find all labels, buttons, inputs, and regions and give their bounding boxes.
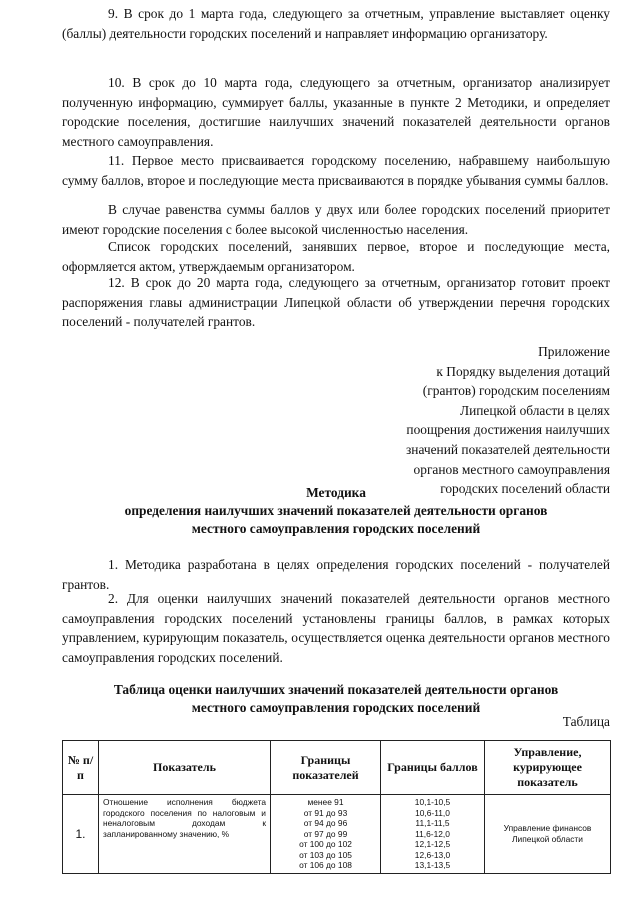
appendix-line: органов местного самоуправления <box>413 461 610 477</box>
row-dept: Управление финансов Липецкой области <box>485 795 611 874</box>
score-value: 12,1-12,5 <box>414 839 451 849</box>
score-value: 10,6-11,0 <box>415 807 450 818</box>
table-header-row <box>63 741 611 795</box>
methodology-subtitle-2: местного самоуправления городских поселений <box>191 521 481 536</box>
table-title-1: Таблица оценки наилучших значений показателей деятельности органов <box>113 682 559 697</box>
methodology-paragraph-2: 2. Для оценки наилучших значений показателей деятельности органов местного самоуправления городских поселений установлены границы баллов, в рамках которых управлением, курирующим показатель, осуществляется оценка деятельности органов местного самоуправления городских поселений. <box>62 591 610 665</box>
bound-value: от 91 до 93 <box>303 807 348 818</box>
table-row <box>63 795 611 874</box>
score-value: 12,6-13,0 <box>414 849 451 860</box>
row-bounds <box>271 795 381 874</box>
score-value: 11,1-11,5 <box>415 818 450 828</box>
paragraph-11: 11. Первое место присваивается городскому поселению, набравшему наибольшую сумму баллов, второе и последующие места присваиваются в порядке убывания суммы баллов. <box>62 153 610 188</box>
methodology-title: Методика <box>306 485 366 500</box>
table-caption: Таблица <box>562 714 610 729</box>
appendix-line: к Порядку выделения дотаций <box>436 363 610 379</box>
header-indicator: Показатель <box>99 741 271 795</box>
appendix-line: (грантов) городским поселениям <box>422 383 610 399</box>
paragraph-9: 9. В срок до 1 марта года, следующего за отчетным, управление выставляет оценку (баллы) деятельности городских поселений и направляет информацию организатору. <box>62 6 610 41</box>
appendix-line: поощрения достижения наилучших <box>406 422 610 438</box>
appendix-line: значений показателей деятельности <box>406 441 610 457</box>
row-indicator: Отношение исполнения бюджета городского поселения по налоговым и неналоговым доходам к запланированному значению, % <box>99 795 271 874</box>
appendix-line: Липецкой области в целях <box>460 402 610 418</box>
table-title-2: местного самоуправления городских поселений <box>191 700 481 715</box>
bound-value: от 100 до 102 <box>299 839 352 849</box>
appendix-line: городских поселений области <box>440 481 610 497</box>
paragraph-12: 12. В срок до 20 марта года, следующего за отчетным, организатор готовит проект распоряжения главы администрации Липецкой области об утверждении перечня городских поселений - получателей грантов. <box>62 275 610 330</box>
score-value: 13,1-13,5 <box>414 860 451 870</box>
header-scores: Границы баллов <box>381 741 485 795</box>
methodology-paragraph-1: 1. Методика разработана в целях определения городских поселений - получателей грантов. <box>62 557 610 592</box>
bound-value: от 97 до 99 <box>303 828 348 839</box>
paragraph-tie-rule: В случае равенства суммы баллов у двух или более городских поселений приоритет имеют городские поселения с более высокой численностью населения. <box>62 202 610 237</box>
row-scores <box>381 795 485 874</box>
bound-value: от 106 до 108 <box>299 860 352 870</box>
header-dept: Управление, курирующее показатель <box>485 741 611 795</box>
appendix-block <box>350 342 610 499</box>
header-bounds: Границы показателей <box>271 741 381 795</box>
paragraph-10: 10. В срок до 10 марта года, следующего за отчетным, организатор анализирует полученную информацию, суммирует баллы, указанные в пункте 2 Методики, и определяет городские поселения, достигшие наилучших значений показателей деятельности органов местного самоуправления. <box>62 75 610 149</box>
methodology-subtitle-1: определения наилучших значений показателей деятельности органов <box>124 503 548 518</box>
paragraph-list-act: Список городских поселений, занявших первое, второе и последующие места, оформляется актом, утверждаемым организатором. <box>62 239 610 274</box>
score-table <box>62 740 611 874</box>
header-num: № п/п <box>63 741 99 795</box>
bound-value: от 103 до 105 <box>299 849 352 860</box>
row-num: 1. <box>63 795 99 874</box>
score-value: 10,1-10,5 <box>414 797 451 807</box>
appendix-line: Приложение <box>538 344 610 359</box>
bound-value: менее 91 <box>307 797 344 807</box>
bound-value: от 94 до 96 <box>303 818 348 828</box>
score-value: 11,6-12,0 <box>415 828 450 839</box>
